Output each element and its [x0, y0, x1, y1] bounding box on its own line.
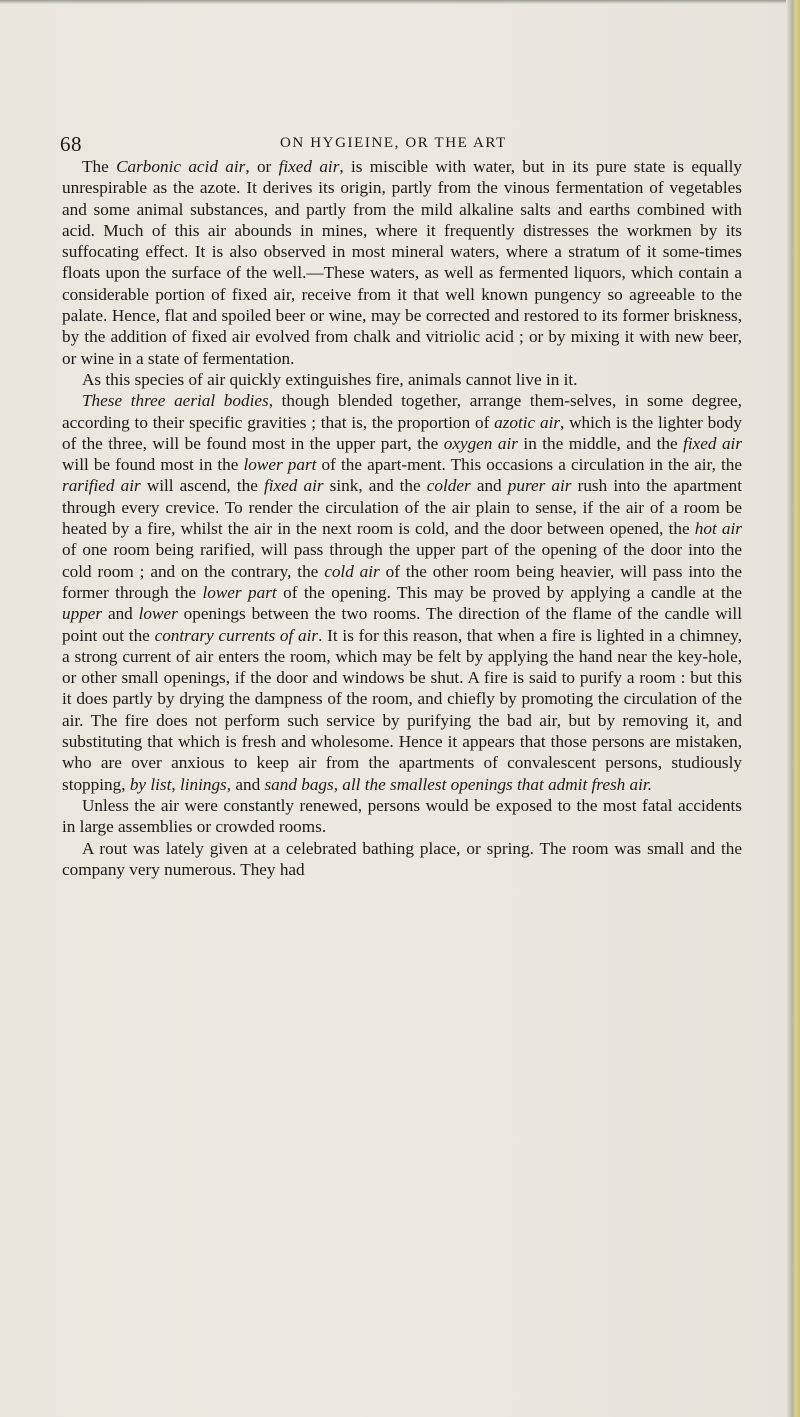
text-run: openings between the two rooms. The direction of the flame of the candle will point out the [62, 604, 742, 645]
italic-run: oxygen air [443, 433, 518, 453]
italic-run: fixed air [263, 476, 324, 496]
text-run: , which is the lighter body of the three, will be found most in the upper part, the [62, 412, 742, 453]
italic-run: cold air [324, 561, 380, 581]
italic-run: Carbonic acid air [116, 157, 246, 176]
text-run: . It is for this reason, that when a fire is lighted in a chimney, a strong current of air enters the room, which may be felt by applying the hand near the key-hole, or other small openings, if the door and windows be shut. A fire is said to purify a room : but this it does partly by drying the dampness of the room, and chiefly by promoting the circulation of the air. The fire does not perform such service by purifying the bad air, but by removing it, and substituting that which is fresh and wholesome. Hence it appears that those persons are mistaken, who are over anxious to keep air from the apartments of convalescent persons, studiously stopping, [62, 625, 743, 794]
paragraph [62, 369, 742, 390]
paragraph [62, 390, 742, 795]
text-run: of one room being rarified, will pass through the upper part of the opening of the door into the cold room ; and on the contrary, the [62, 540, 742, 581]
text-run: of the other room being heavier, will pass into the former through the [62, 561, 742, 602]
italic-run: upper [62, 604, 103, 624]
text-run: will be found most in the [62, 455, 244, 475]
text-run: rush into the apartment through every crevice. To render the circulation of the air plain to sense, if the air of a room be heated by a fire, whilst the air in the next room is cold, and the door between opened, the [62, 476, 742, 539]
text-run: Unless the air were constantly renewed, persons would be exposed to the most fatal accidents in large assemblies or crowded rooms. [62, 795, 742, 837]
text-run: A rout was lately given at a celebrated bathing place, or spring. The room was small and the company very numerous. They had [62, 838, 742, 879]
text-run: , or [245, 157, 279, 176]
italic-run: lower part [243, 455, 317, 475]
italic-run: sand bags, all the smallest openings that admit fresh air. [264, 774, 652, 794]
running-head: ON HYGIEINE, OR THE ART [280, 135, 507, 151]
text-run: , and [226, 774, 265, 794]
italic-run: lower part [202, 582, 277, 602]
italic-run: by list, linings [129, 774, 227, 794]
text-run: and [102, 604, 139, 624]
italic-run: rarified air [62, 476, 141, 496]
text-run: will ascend, the [140, 476, 264, 496]
italic-run: contrary currents of air [154, 625, 319, 645]
italic-run: fixed air [278, 157, 340, 176]
paragraph [62, 795, 742, 838]
text-run: , though blended together, arrange them-selves, in some degree, according to their specific gravities ; that is, the proportion of [62, 391, 742, 432]
italic-run: fixed air [683, 433, 743, 453]
text-run: and [470, 476, 508, 496]
text-run: of the opening. This may be proved by applying a candle at the [276, 582, 742, 602]
page-header [60, 132, 720, 156]
italic-run: lower [138, 604, 178, 624]
italic-run: purer air [507, 476, 572, 496]
page-number: 68 [60, 132, 82, 156]
text-run: of the apart-ment. This occasions a circulation in the air, the [316, 455, 742, 475]
page-top-shadow [0, 0, 800, 4]
italic-run: colder [426, 476, 471, 496]
text-run: The [82, 157, 117, 176]
italic-run: azotic air [494, 412, 561, 432]
text-run: in the middle, and the [517, 433, 684, 453]
text-run: sink, and the [323, 476, 427, 496]
paragraph [62, 838, 742, 881]
paragraph [62, 156, 742, 369]
italic-run: These three aerial bodies [82, 391, 269, 411]
text-run: As this species of air quickly extinguishes fire, animals cannot live in it. [82, 369, 578, 389]
italic-run: hot air [694, 519, 742, 539]
body-text [62, 156, 742, 880]
page-edge [786, 0, 800, 1417]
text-run: , is miscible with water, but in its pure state is equally unrespirable as the azote. It derives its origin, partly from the vinous fermentation of vegetables and some animal substances, and partly from the mild alkaline salts and earths combined with acid. Much of this air abounds in mines, where it frequently distresses the workmen by its suffocating effect. It is also observed in most mineral waters, where a stratum of it some-times floats upon the surface of the well.—These waters, as well as fermented liquors, which contain a considerable portion of fixed air, receive from it that well known pungency so agreeable to the palate. Hence, flat and spoiled beer or wine, may be corrected and restored to its former briskness, by the addition of fixed air evolved from chalk and vitriolic acid ; or by mixing it with new beer, or wine in a state of fermentation. [62, 157, 742, 368]
